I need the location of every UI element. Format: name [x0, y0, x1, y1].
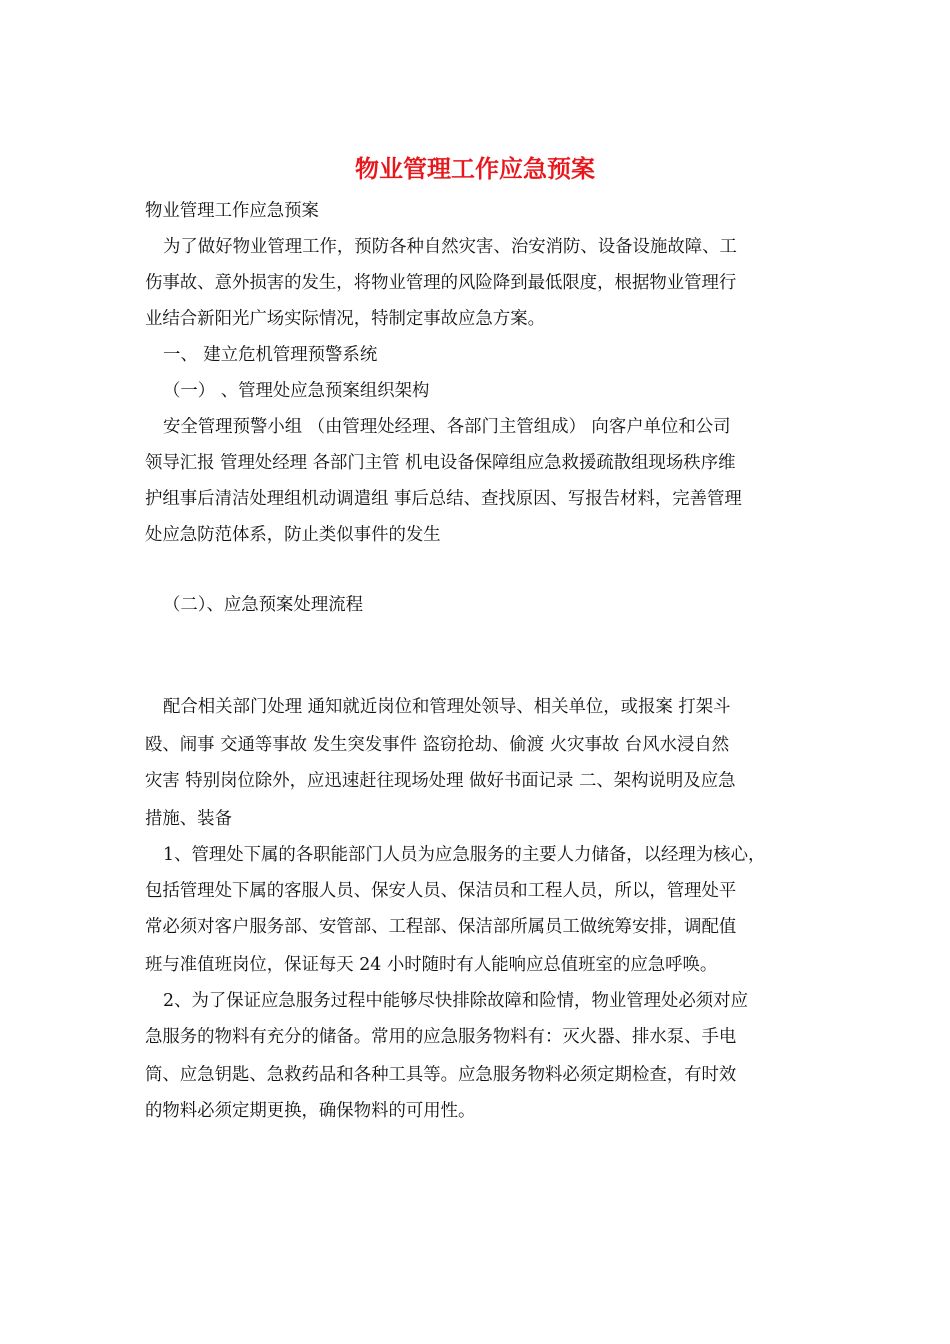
paragraph-line: 护组事后清洁处理组机动调遣组 事后总结、查找原因、写报告材料，完善管理: [145, 489, 742, 509]
paragraph-line: 殴、闹事 交通等事故 发生突发事件 盗窃抢劫、偷渡 火灾事故 台风水浸自然: [145, 735, 730, 755]
paragraph-line: 安全管理预警小组 （由管理处经理、各部门主管组成） 向客户单位和公司: [163, 417, 731, 437]
paragraph-line: 灾害 特别岗位除外，应迅速赶往现场处理 做好书面记录 二、架构说明及应急: [145, 771, 736, 791]
paragraph-line: 包括管理处下属的客服人员、保安人员、保洁员和工程人员，所以，管理处平: [145, 881, 737, 901]
document-title: 物业管理工作应急预案: [355, 154, 595, 183]
paragraph-line: 常必须对客户服务部、安管部、工程部、保洁部所属员工做统筹安排，调配值: [145, 917, 737, 937]
paragraph-line: 业结合新阳光广场实际情况，特制定事故应急方案。: [145, 309, 545, 329]
paragraph-line: 配合相关部门处理 通知就近岗位和管理处领导、相关单位，或报案 打架斗: [163, 697, 731, 717]
paragraph-line: 伤事故、意外损害的发生，将物业管理的风险降到最低限度，根据物业管理行: [145, 273, 737, 293]
paragraph-line: 1、管理处下属的各职能部门人员为应急服务的主要人力储备，以经理为核心，: [163, 845, 766, 865]
paragraph-line: 2、为了保证应急服务过程中能够尽快排除故障和险情，物业管理处必须对应: [163, 991, 748, 1011]
paragraph-line: 的物料必须定期更换，确保物料的可用性。: [145, 1101, 476, 1121]
subtitle-line: 物业管理工作应急预案: [145, 201, 319, 221]
paragraph-line: 措施、装备: [145, 809, 232, 829]
subsection-heading: （一） 、管理处应急预案组织架构: [163, 381, 430, 401]
section-heading: 一、 建立危机管理预警系统: [163, 345, 378, 365]
paragraph-line: 为了做好物业管理工作，预防各种自然灾害、治安消防、设备设施故障、工: [163, 237, 737, 257]
paragraph-line: 处应急防范体系，防止类似事件的发生: [145, 525, 441, 545]
paragraph-line: 领导汇报 管理处经理 各部门主管 机电设备保障组应急救援疏散组现场秩序维: [145, 453, 736, 473]
paragraph-line: 筒、应急钥匙、急救药品和各种工具等。应急服务物料必须定期检查，有时效: [145, 1065, 737, 1085]
paragraph-line: 班与准值班岗位，保证每天 24 小时随时有人能响应总值班室的应急呼唤。: [145, 955, 718, 975]
paragraph-line: 急服务的物料有充分的储备。常用的应急服务物料有：灭火器、排水泵、手电: [145, 1027, 737, 1047]
subsection-heading: （二）、应急预案处理流程: [163, 595, 363, 615]
